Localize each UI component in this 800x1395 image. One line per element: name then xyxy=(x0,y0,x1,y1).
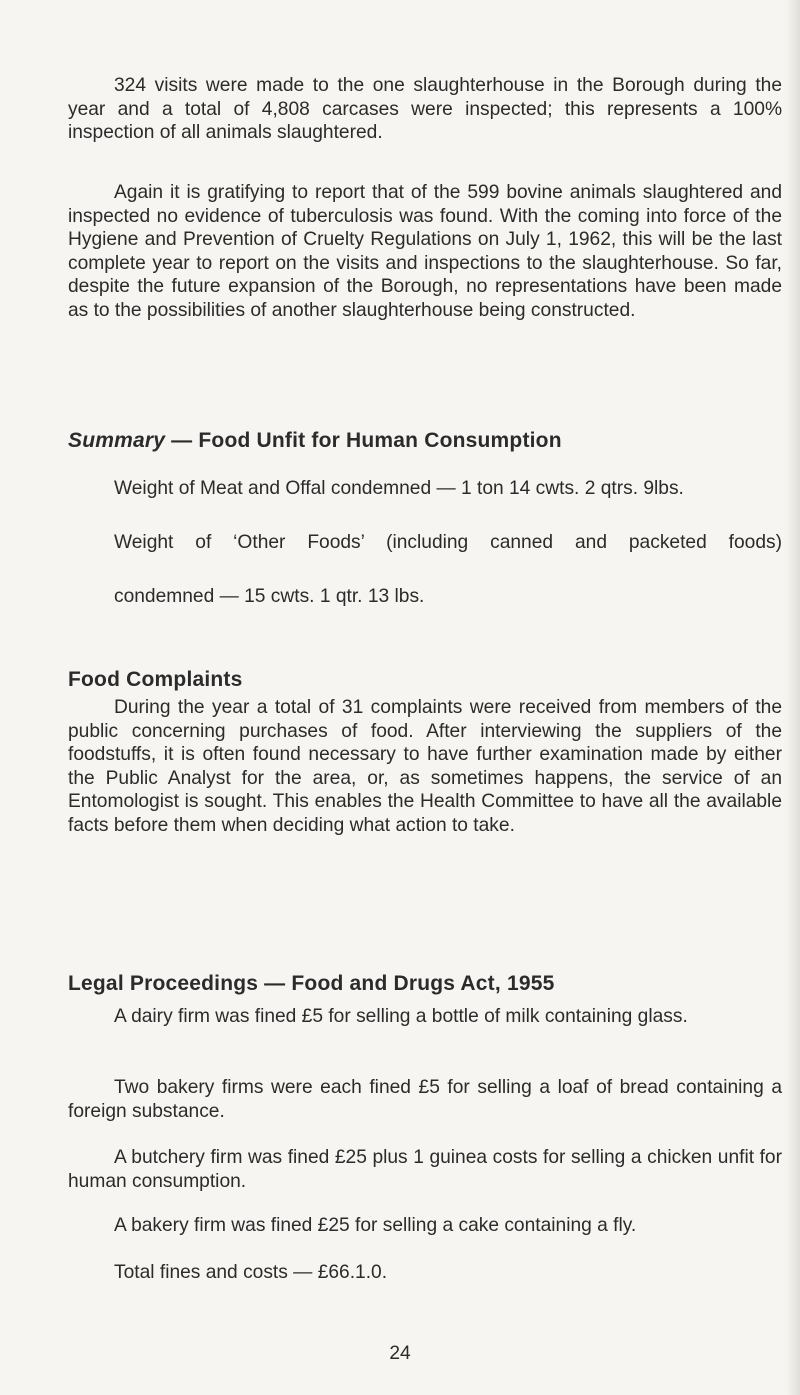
page-edge-shadow xyxy=(786,0,800,1395)
total-fines-line: Total fines and costs — £66.1.0. xyxy=(114,1262,388,1283)
page-number: 24 xyxy=(389,1343,411,1364)
dairy-fine-paragraph: A dairy firm was fined £5 for selling a bottle of milk containing glass. xyxy=(114,1006,688,1027)
summary-heading-label: Summary xyxy=(68,429,166,452)
tuberculosis-paragraph: Again it is gratifying to report that of the 599 bovine animals slaughtered and inspected no evidence of tuberculosis was found. With the coming into force of the Hygiene and Prevention of Cruelty Regulations on July 1, 1962, this will be the last complete year to report on the visits and inspections to the slaughterhouse. So far, despite the future expansion of the Borough, no representations have been made as to the possibilities of another slaughterhouse being constructed. xyxy=(68,182,782,321)
other-foods-condemned-line: condemned — 15 cwts. 1 qtr. 13 lbs. xyxy=(114,586,425,607)
food-complaints-paragraph: During the year a total of 31 complaints were received from members of the public concerning purchases of food. After interviewing the suppliers of the foodstuffs, it is often found necessary to have further examination made by either the Public Analyst for the area, or, as sometimes happens, the service of an Entomologist is sought. This enables the Health Committee to have all the available facts before them when deciding what action to take. xyxy=(68,697,782,836)
bakery-cake-fine-paragraph: A bakery firm was fined £25 for selling a cake containing a fly. xyxy=(114,1215,637,1236)
summary-heading xyxy=(68,428,782,454)
meat-offal-condemned-line: Weight of Meat and Offal condemned — 1 ton 14 cwts. 2 qtrs. 9lbs. xyxy=(114,478,684,499)
legal-proceedings-heading: Legal Proceedings — Food and Drugs Act, 1955 xyxy=(68,972,555,995)
other-foods-line: Weight of ‘Other Foods’ (including canned and packeted foods) xyxy=(114,532,782,553)
butchery-fine-paragraph: A butchery firm was fined £25 plus 1 guinea costs for selling a chicken unfit for human consumption. xyxy=(68,1147,782,1192)
food-complaints-heading: Food Complaints xyxy=(68,668,243,691)
summary-heading-title: — Food Unfit for Human Consumption xyxy=(165,429,562,452)
slaughterhouse-visits-paragraph: 324 visits were made to the one slaughterhouse in the Borough during the year and a total of 4,808 carcases were inspected; this represents a 100% inspection of all animals slaughtered. xyxy=(68,75,782,143)
bakery-firms-fine-paragraph: Two bakery firms were each fined £5 for selling a loaf of bread containing a foreign substance. xyxy=(68,1077,782,1122)
